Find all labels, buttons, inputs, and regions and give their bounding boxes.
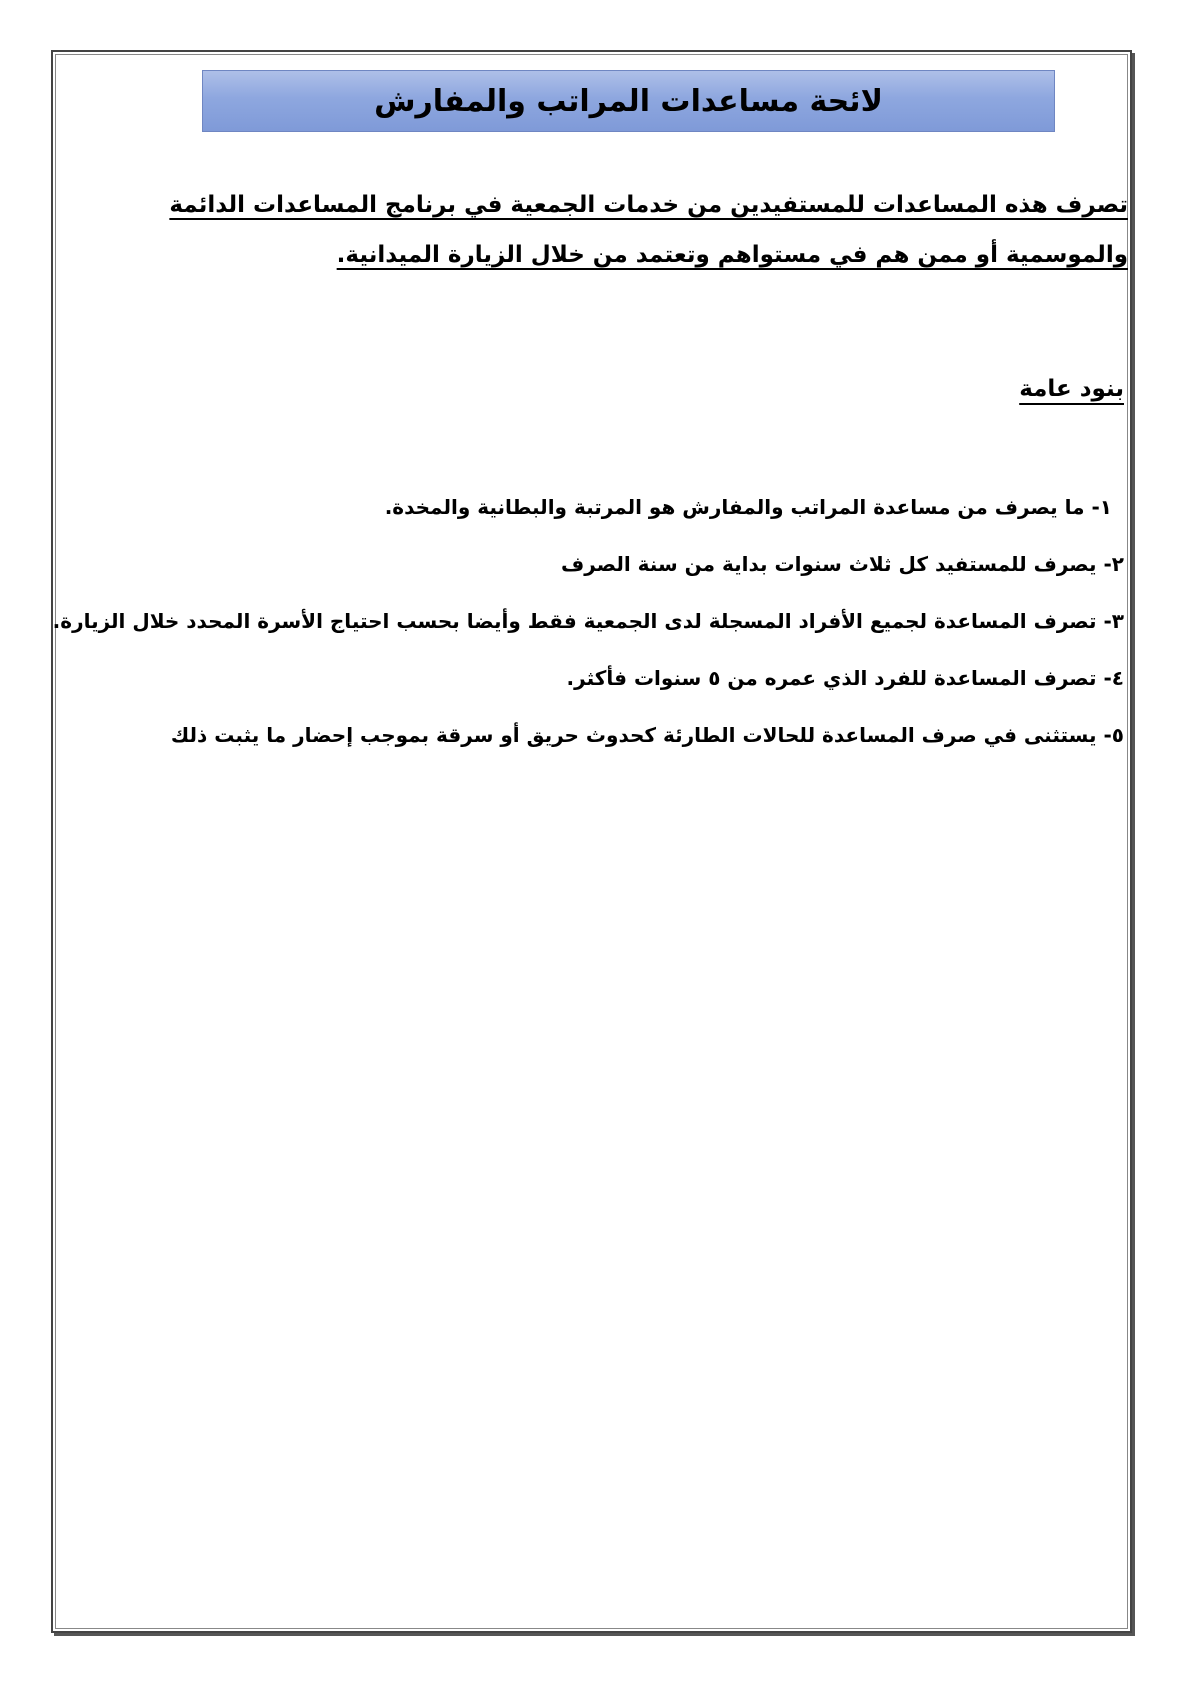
- page-title: لائحة مساعدات المراتب والمفارش: [374, 83, 883, 119]
- list-item: ٢- يصرف للمستفيد كل ثلاث سنوات بداية من سنة الصرف: [560, 552, 1124, 576]
- title-banner: [202, 70, 1055, 132]
- intro-paragraph: تصرف هذه المساعدات للمستفيدين من خدمات الجمعية في برنامج المساعدات الدائمة والموسمية أو ممن هم في مستواهم وتعتمد من خلال الزيارة الميدانية.: [169, 192, 1128, 268]
- items-list: [52, 490, 1124, 775]
- section-heading: بنود عامة: [1019, 376, 1124, 402]
- list-item: ٣- تصرف المساعدة لجميع الأفراد المسجلة لدى الجمعية فقط وأيضا بحسب احتياج الأسرة المحدد خلال الزيارة.: [52, 609, 1124, 633]
- list-item: ٤- تصرف المساعدة للفرد الذي عمره من ٥ سنوات فأكثر.: [566, 666, 1124, 690]
- page-border: [51, 50, 1132, 1633]
- list-item: ١- ما يصرف من مساعدة المراتب والمفارش هو المرتبة والبطانية والمخدة.: [384, 495, 1112, 519]
- list-item: ٥- يستثنى في صرف المساعدة للحالات الطارئة كحدوث حريق أو سرقة بموجب إحضار ما يثبت ذلك: [170, 723, 1124, 747]
